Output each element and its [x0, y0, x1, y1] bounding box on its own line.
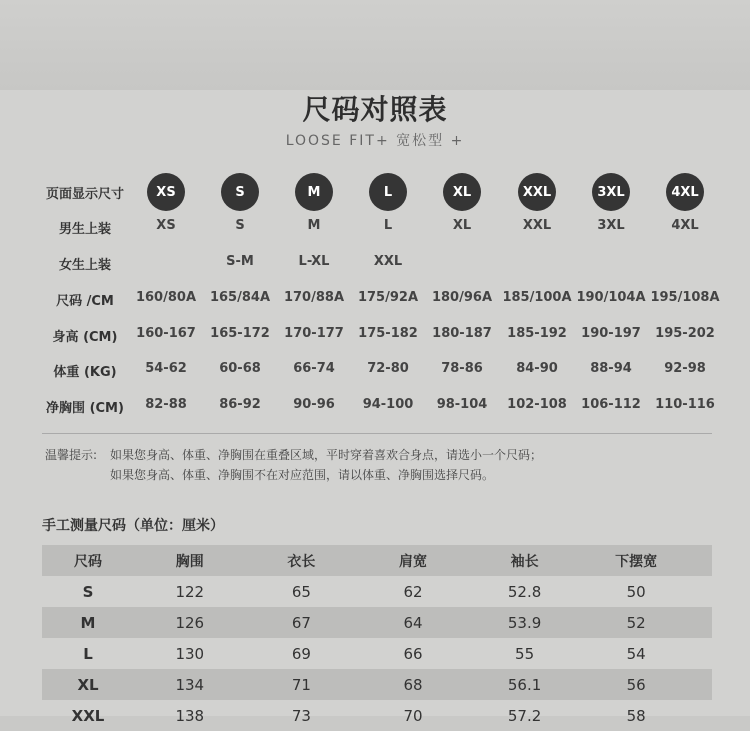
measure-cell: 58 — [626, 706, 646, 725]
measure-cell: 130 — [175, 644, 205, 663]
size-cell: 185/100A — [502, 290, 572, 305]
size-cell: L-XL — [298, 254, 330, 269]
measure-cell: XL — [77, 675, 99, 694]
size-cell: 54-62 — [145, 361, 187, 376]
measure-cell: 70 — [403, 706, 423, 725]
measure-cell: 65 — [291, 582, 311, 601]
size-cell: XS — [156, 218, 176, 233]
measure-cell: 68 — [403, 675, 423, 694]
row-label-display: 页面显示尺寸 — [45, 187, 124, 202]
measure-cell: 67 — [291, 613, 311, 632]
measure-header-cell: 袖长 — [510, 553, 539, 570]
measure-cell: 56.1 — [507, 675, 542, 694]
measure-cell: L — [83, 644, 93, 663]
size-cell: 195-202 — [655, 326, 715, 341]
measure-cell: 69 — [291, 644, 311, 663]
size-badge-3xl: 3XL — [592, 173, 630, 211]
size-cell: 60-68 — [219, 361, 261, 376]
measure-cell: 54 — [626, 644, 646, 663]
size-badge-xxl: XXL — [518, 173, 556, 211]
size-cell: 180/96A — [431, 290, 493, 305]
measure-title: 手工测量尺码（单位：厘米） — [42, 518, 224, 534]
row-label: 男生上装 — [58, 222, 111, 237]
tip-prefix: 温馨提示: — [45, 448, 98, 462]
measure-row — [42, 576, 712, 607]
measure-table — [42, 545, 712, 731]
size-cell: 98-104 — [436, 397, 488, 412]
divider — [42, 433, 712, 434]
size-cell: 180-187 — [432, 326, 492, 341]
measure-cell: 73 — [291, 706, 311, 725]
size-cell: XXL — [373, 254, 403, 269]
measure-cell: 126 — [175, 613, 205, 632]
row-label: 体重 (KG) — [53, 365, 117, 380]
size-badge-4xl: 4XL — [666, 173, 704, 211]
measure-cell: S — [82, 582, 94, 601]
size-cell: 92-98 — [664, 361, 706, 376]
size-cell: 4XL — [671, 218, 699, 233]
size-cell: 165-172 — [210, 326, 270, 341]
size-cell: 160/80A — [135, 290, 197, 305]
row-label: 身高 (CM) — [52, 330, 118, 345]
measure-header-cell: 衣长 — [287, 553, 316, 570]
measure-header-row — [42, 545, 712, 576]
measure-cell: 66 — [403, 644, 423, 663]
size-cell: 3XL — [597, 218, 625, 233]
size-cell: M — [307, 218, 321, 233]
row-label: 女生上装 — [58, 258, 111, 273]
size-cell: 195/108A — [650, 290, 720, 305]
measure-cell: 64 — [403, 613, 423, 632]
size-cell: 165/84A — [209, 290, 271, 305]
row-label: 净胸围 (CM) — [46, 401, 124, 416]
header-background — [0, 0, 750, 90]
measure-row — [42, 669, 712, 700]
measure-cell: 52.8 — [507, 582, 542, 601]
measure-header-cell: 尺码 — [74, 553, 102, 570]
measure-header-cell: 肩宽 — [398, 553, 427, 570]
measure-cell: 122 — [175, 582, 205, 601]
size-cell: 190/104A — [576, 290, 646, 305]
size-cell: 106-112 — [581, 397, 641, 412]
size-cell: S-M — [226, 254, 254, 269]
page-title: 尺码对照表 — [302, 93, 448, 126]
measure-cell: 50 — [626, 582, 646, 601]
size-cell: 102-108 — [507, 397, 567, 412]
size-cell: 66-74 — [293, 361, 335, 376]
size-cell: 160-167 — [136, 326, 196, 341]
size-cell: 84-90 — [516, 361, 558, 376]
size-cell: L — [383, 218, 393, 233]
measure-header-cell: 下摆宽 — [615, 553, 658, 570]
size-cell: XXL — [522, 218, 552, 233]
size-badge-xl: XL — [443, 173, 481, 211]
size-cell: 90-96 — [293, 397, 335, 412]
measure-row — [42, 638, 712, 669]
measure-row — [42, 607, 712, 638]
size-cell: XL — [452, 218, 472, 233]
size-cell: 110-116 — [655, 397, 715, 412]
size-cell: 78-86 — [441, 361, 483, 376]
measure-cell: XXL — [71, 706, 105, 725]
measure-cell: 71 — [291, 675, 311, 694]
measure-cell: 53.9 — [507, 613, 542, 632]
size-badge-l: L — [369, 173, 407, 211]
measure-cell: M — [80, 613, 96, 632]
size-cell: 185-192 — [507, 326, 567, 341]
measure-cell: 52 — [626, 613, 646, 632]
size-cell: 88-94 — [590, 361, 632, 376]
size-cell: S — [235, 218, 245, 233]
size-cell: 94-100 — [362, 397, 414, 412]
size-cell: 190-197 — [581, 326, 641, 341]
measure-cell: 57.2 — [507, 706, 542, 725]
measure-cell: 55 — [515, 644, 535, 663]
measure-cell: 56 — [626, 675, 646, 694]
page-subtitle: LOOSE FIT+ 宽松型 + — [285, 133, 465, 149]
size-cell: 175/92A — [357, 290, 419, 305]
measure-cell: 138 — [175, 706, 205, 725]
size-badge-xs: XS — [147, 173, 185, 211]
size-cell: 175-182 — [358, 326, 418, 341]
tip-line-1: 如果您身高、体重、净胸围在重叠区域，平时穿着喜欢合身点，请选小一个尺码； — [110, 448, 543, 462]
measure-cell: 62 — [403, 582, 423, 601]
size-cell: 170-177 — [284, 326, 344, 341]
row-label: 尺码 /CM — [56, 294, 114, 309]
tip-line-2: 如果您身高、体重、净胸围不在对应范围，请以体重、净胸围选择尺码。 — [110, 468, 495, 482]
size-cell: 72-80 — [367, 361, 409, 376]
measure-cell: 134 — [175, 675, 205, 694]
size-cell: 170/88A — [283, 290, 345, 305]
size-cell: 82-88 — [145, 397, 187, 412]
size-badge-m: M — [295, 173, 333, 211]
measure-header-cell: 胸围 — [175, 553, 204, 570]
size-cell: 86-92 — [219, 397, 261, 412]
size-badge-s: S — [221, 173, 259, 211]
